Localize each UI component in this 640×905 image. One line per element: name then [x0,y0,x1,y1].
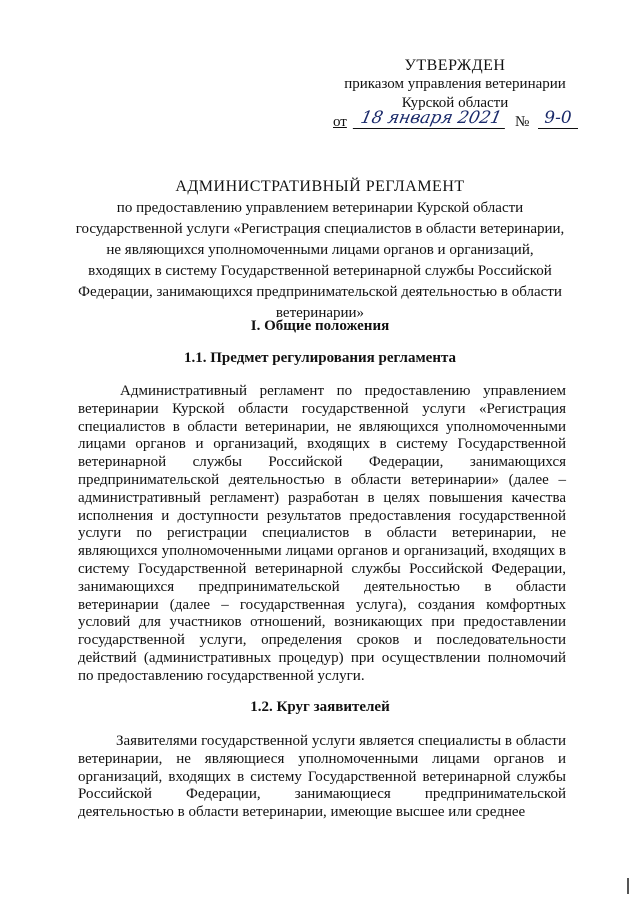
section-heading: I. Общие положения [250,318,390,334]
handwritten-number: 9-0 [538,108,578,129]
approval-line-2: Курской области [401,95,509,111]
document-title: АДМИНИСТРАТИВНЫЙ РЕГЛАМЕНТ [175,178,465,195]
approval-title: УТВЕРЖДЕН [404,57,506,74]
handwritten-date: 18 января 2021 [353,108,509,129]
approval-line-1: приказом управления ветеринарии [344,76,566,92]
subsection-heading-1-2: 1.2. Круг заявителей [250,699,390,715]
document-subtitle: по предоставлению управлением ветеринарии Курской области государственной услуги «Регистрация специалистов в области ветеринарии, не являющихся уполномоченными лицами органов и организаций, входящих в систему Государственной ветеринарной службы Российской Федерации, занимающихся предпринимательской деятельностью в области ветеринарии» [75,200,565,321]
number-label: № [515,114,530,130]
margin-mark [627,878,629,894]
paragraph-1-2: Заявителями государственной услуги является специалисты в области ветеринарии, не являющиеся уполномоченными лицами органов и организаций, входящих в систему Государственной ветеринарной службы Российской Федерации, занимающиеся предпринимательской деятельностью в области ветеринарии, имеющие высшее или среднее [78,733,566,821]
paragraph-1-1: Административный регламент по предоставлению управлением ветеринарии Курской области государственной услуги «Регистрация специалистов в области ветеринарии, не являющихся уполномоченными лицами органов и организаций, входящих в систему Государственной ветеринарной службы Российской Федерации, занимающихся предпринимательской деятельностью в области ветеринарии» (далее – административный регламент) разработан в целях повышения качества исполнения и доступности результатов предоставления государственной услуги по регистрации специалистов в области ветеринарии, не являющихся уполномоченными лицами органов и организаций, входящих в систему Государственной ветеринарной службы Российской Федерации, занимающихся предпринимательской деятельностью в области ветеринарии (далее – государственная услуга), создания комфортных условий для участников отношений, возникающих при предоставлении государственной услуги, определения сроков и последовательности действий (административных процедур) при осуществлении полномочий по предоставлению государственной услуги. [78,383,566,684]
approval-stamp-block [330,56,580,113]
subsection-heading-1-1: 1.1. Предмет регулирования регламента [183,350,457,366]
order-date-number-line [333,110,578,136]
date-label: от [333,114,347,130]
